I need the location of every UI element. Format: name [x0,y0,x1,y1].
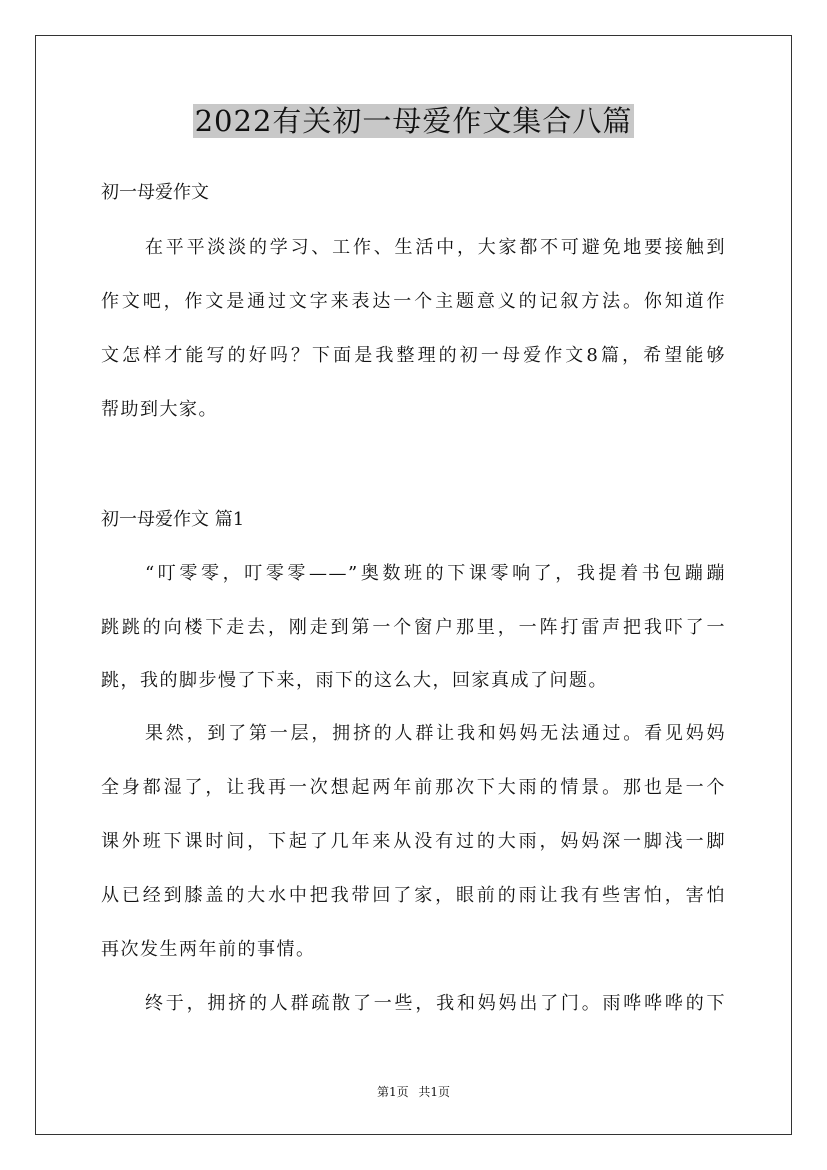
document-title: 2022有关初一母爱作文集合八篇 [194,104,633,138]
p2-line-5: 再次发生两年前的事情。 [101,939,316,960]
page-number: 第1页 [376,1085,409,1099]
article-heading: 初一母爱作文 篇1 [101,509,245,530]
p1-line-2: 跳跳的向楼下走去，刚走到第一个窗户那里，一阵打雷声把我吓了一 [101,617,726,638]
intro-line-2: 作文吧，作文是通过文字来表达一个主题意义的记叙方法。你知道作 [101,291,726,312]
p1-line-3: 跳，我的脚步慢了下来，雨下的这么大，回家真成了问题。 [101,670,608,691]
intro-line-3: 文怎样才能写的好吗？下面是我整理的初一母爱作文8篇，希望能够 [101,345,726,366]
p2-line-4: 从已经到膝盖的大水中把我带回了家，眼前的雨让我有些害怕，害怕 [101,885,726,906]
section-heading: 初一母爱作文 [101,182,209,203]
page-total: 共1页 [418,1085,451,1099]
intro-line-1: 在平平淡淡的学习、工作、生活中，大家都不可避免地要接触到 [145,237,726,258]
document-title-wrap [0,100,827,142]
intro-line-4: 帮助到大家。 [101,399,218,420]
page-footer [0,1084,827,1100]
p2-line-3: 课外班下课时间，下起了几年来从没有过的大雨，妈妈深一脚浅一脚 [101,831,726,852]
p2-line-1: 果然，到了第一层，拥挤的人群让我和妈妈无法通过。看见妈妈 [145,723,726,744]
p3-line-1: 终于，拥挤的人群疏散了一些，我和妈妈出了门。雨哗哗哗的下 [145,993,726,1014]
p2-line-2: 全身都湿了，让我再一次想起两年前那次下大雨的情景。那也是一个 [101,777,726,798]
p1-line-1: “叮零零，叮零零——”奥数班的下课零响了，我提着书包蹦蹦 [145,563,726,584]
